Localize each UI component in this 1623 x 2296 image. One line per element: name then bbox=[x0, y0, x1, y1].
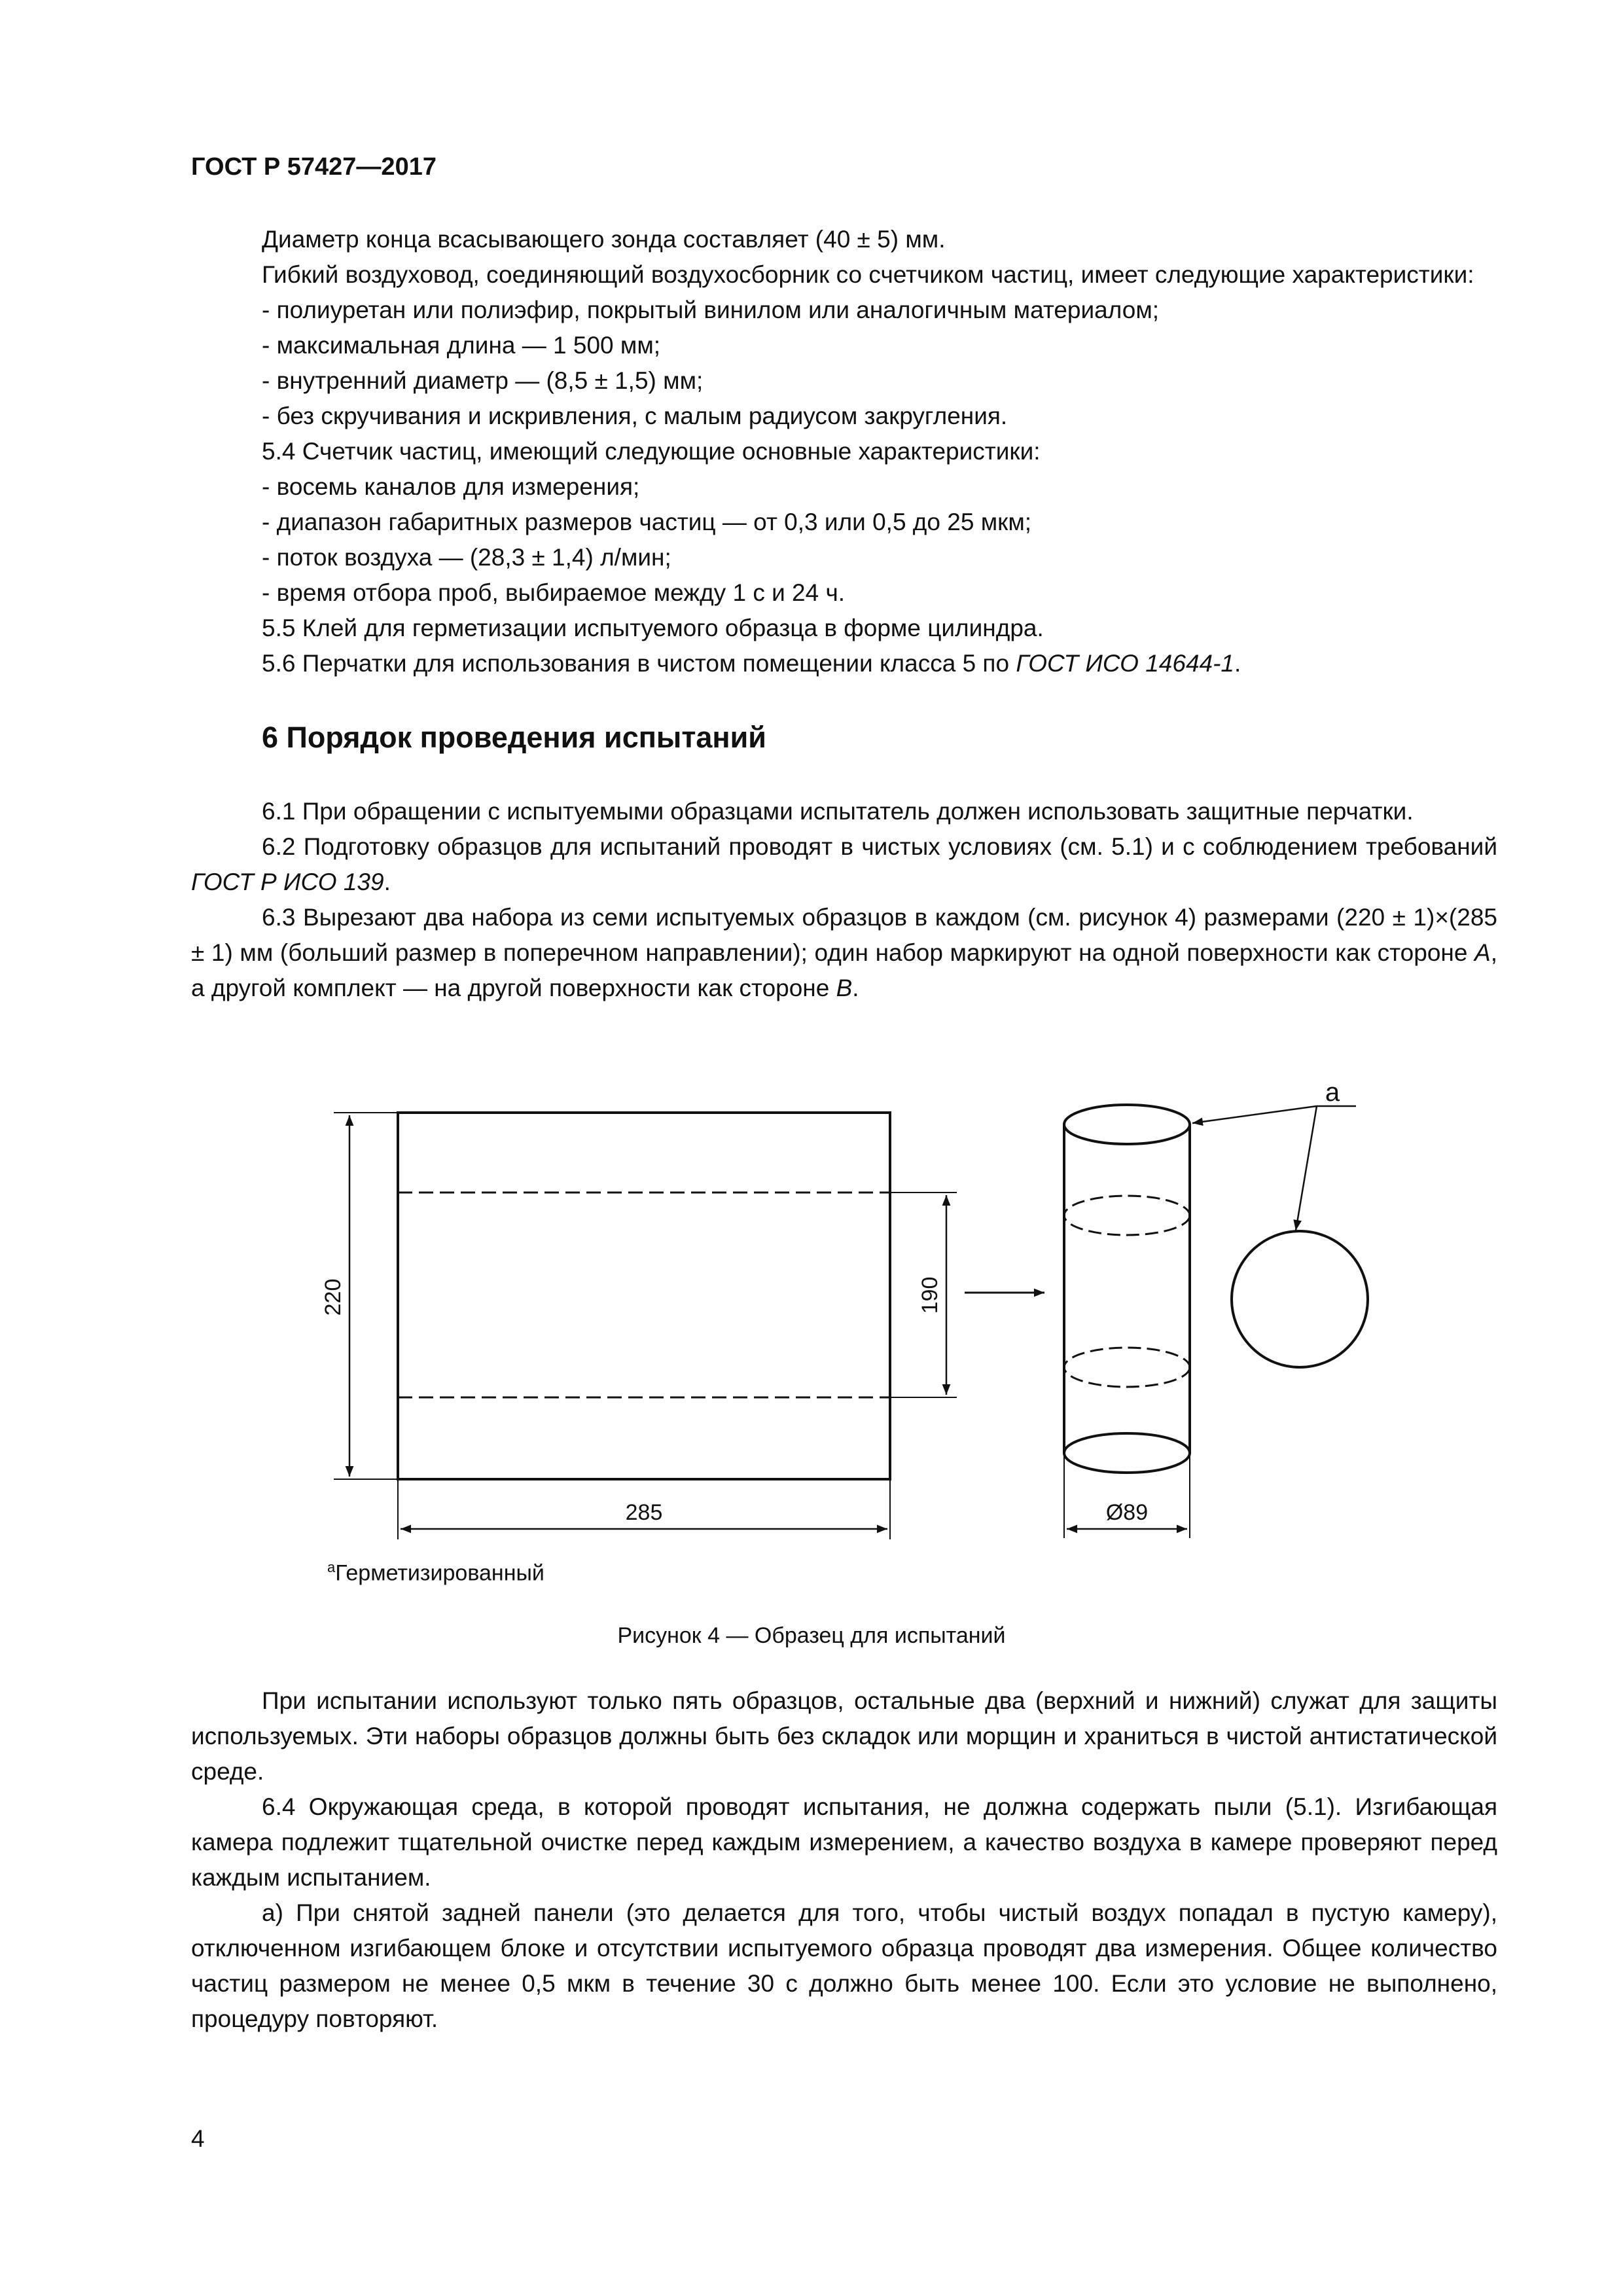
cylinder-top-ellipse bbox=[1064, 1105, 1190, 1144]
upper-text-block bbox=[191, 222, 1497, 1006]
standard-header: ГОСТ Р 57427—2017 bbox=[191, 153, 437, 181]
clause-5-6 bbox=[191, 646, 1497, 681]
figure-caption: Рисунок 4 — Образец для испытаний bbox=[617, 1623, 1006, 1648]
clause-5-5: 5.5 Клей для герметизации испытуемого образца в форме цилиндра. bbox=[262, 615, 1044, 641]
dim-220-label: 220 bbox=[321, 1278, 346, 1316]
clause-6-2-text: 6.2 Подготовку образцов для испытаний проводят в чистых условиях (см. 5.1) и с соблюдением требований bbox=[262, 833, 1497, 860]
list-item: - без скручивания и искривления, с малым радиусом закругления. bbox=[262, 403, 1008, 429]
leader-a-to-circle bbox=[1296, 1106, 1317, 1230]
page-number: 4 bbox=[191, 2125, 205, 2152]
leader-a-label: a bbox=[1325, 1078, 1340, 1107]
section-6-title: 6 Порядок проведения испытаний bbox=[262, 721, 766, 754]
paragraph: При испытании используют только пять образцов, остальные два (верхний и нижний) служат для защиты используемых. Эти наборы образцов должны быть без складок или морщин и храниться в чистой антистатической среде. bbox=[191, 1687, 1497, 1785]
specimen-rectangle bbox=[398, 1113, 890, 1479]
standard-reference-link: ГОСТ ИСО 14644-1 bbox=[1016, 650, 1235, 677]
clause-6-4: 6.4 Окружающая среда, в которой проводят испытания, не должна содержать пыли (5.1). Изгибающая камера подлежит тщательной очистке перед каждым измерением, а качество воздуха в камере проверяют перед каждым испытанием. bbox=[191, 1793, 1497, 1891]
paragraph: Гибкий воздуховод, соединяющий воздухосборник со счетчиком частиц, имеет следующие характеристики: bbox=[262, 261, 1474, 288]
dim-285-label: 285 bbox=[625, 1500, 663, 1525]
punctuation: . bbox=[383, 869, 391, 895]
figure-note bbox=[327, 1552, 544, 1588]
list-item: - восемь каналов для измерения; bbox=[262, 473, 640, 500]
cylinder-bottom-back bbox=[1064, 1433, 1190, 1453]
clause-6-3 bbox=[191, 900, 1497, 1006]
list-item: - полиуретан или полиэфир, покрытый винилом или аналогичным материалом; bbox=[262, 296, 1160, 323]
side-a-label: А bbox=[1474, 939, 1491, 966]
list-item: - диапазон габаритных размеров частиц — от 0,3 или 0,5 до 25 мкм; bbox=[262, 509, 1032, 535]
list-item: - время отбора проб, выбираемое между 1 с и 24 ч. bbox=[262, 579, 846, 606]
list-item: - поток воздуха — (28,3 ± 1,4) л/мин; bbox=[262, 544, 671, 571]
lower-text-block bbox=[191, 1683, 1497, 2037]
note-marker: a bbox=[327, 1559, 336, 1575]
clause-5-4: 5.4 Счетчик частиц, имеющий следующие основные характеристики: bbox=[262, 438, 1041, 465]
dim-d89-label: Ø89 bbox=[1105, 1500, 1149, 1525]
note-text: Герметизированный bbox=[335, 1560, 544, 1586]
side-b-label: В bbox=[836, 975, 853, 1001]
sealed-end-circle bbox=[1232, 1231, 1368, 1367]
clause-6-3-text: 6.3 Вырезают два набора из семи испытуемых образцов в каждом (см. рисунок 4) размерами (220 ± 1)×(285 ± 1) мм (больший размер в поперечном направлении); один набор маркируют на одной поверхности как стороне bbox=[191, 904, 1497, 966]
standard-reference-link: ГОСТ Р ИСО 139 bbox=[191, 869, 384, 895]
cylinder-fold-ellipse-bottom bbox=[1064, 1348, 1190, 1387]
clause-5-6-text: 5.6 Перчатки для использования в чистом помещении класса 5 по bbox=[262, 650, 1016, 677]
leader-a-to-cylinder bbox=[1192, 1106, 1317, 1123]
clause-6-1: 6.1 При обращении с испытуемыми образцами испытатель должен использовать защитные перчатки. bbox=[262, 798, 1414, 825]
clause-6-2 bbox=[191, 829, 1497, 900]
list-item: - максимальная длина — 1 500 мм; bbox=[262, 332, 661, 359]
cylinder-fold-ellipse-top bbox=[1064, 1196, 1190, 1235]
punctuation: . bbox=[852, 975, 859, 1001]
punctuation: . bbox=[1234, 650, 1241, 677]
list-item: - внутренний диаметр — (8,5 ± 1,5) мм; bbox=[262, 367, 704, 394]
dim-190-label: 190 bbox=[918, 1276, 942, 1314]
cylinder-bottom-front bbox=[1064, 1453, 1190, 1473]
paragraph: Диаметр конца всасывающего зонда составляет (40 ± 5) мм. bbox=[262, 226, 946, 253]
clause-6-3-mid: , а другой комплект — на другой поверхности как стороне bbox=[191, 939, 1497, 1001]
clause-6-4-a: а) При снятой задней панели (это делается для того, чтобы чистый воздух попадал в пустую камеру), отключенном изгибающем блоке и отсутствии испытуемого образца проводят два измерения. Общее количество частиц размером не менее 0,5 мкм в течение 30 с должно быть менее 100. Если это условие не выполнено, процедуру повторяют. bbox=[191, 1899, 1497, 2032]
